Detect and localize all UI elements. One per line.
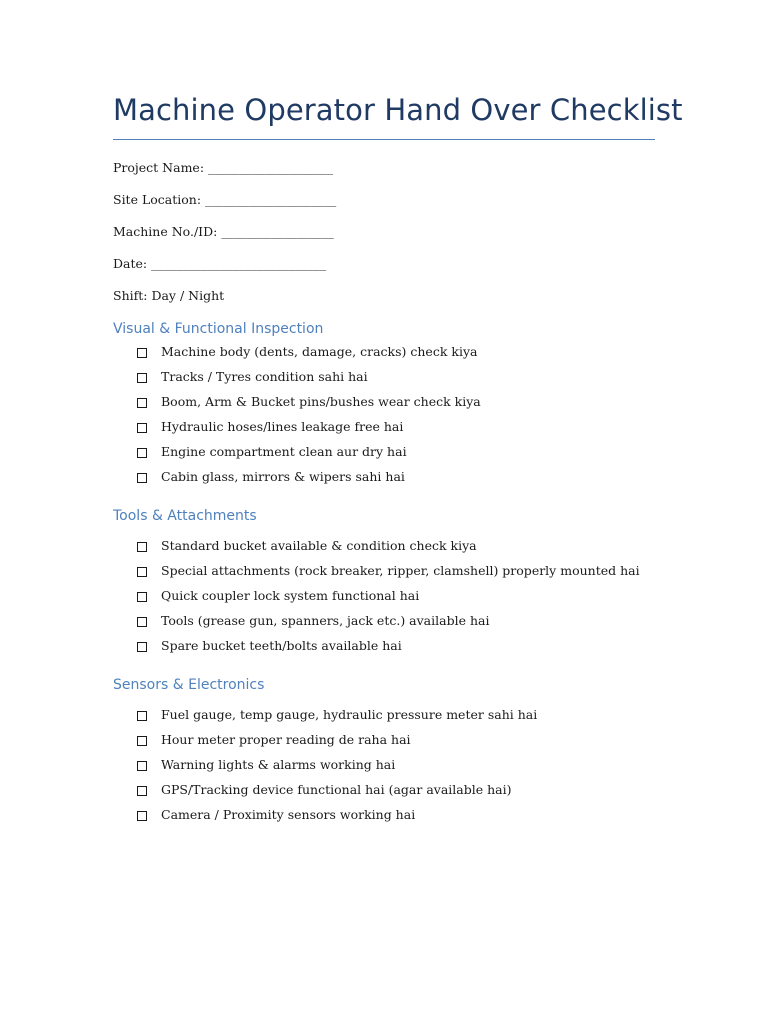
checkbox[interactable] bbox=[137, 373, 147, 383]
shift-field: Shift: Day / Night bbox=[113, 288, 225, 303]
checkbox[interactable] bbox=[137, 642, 147, 652]
checkbox[interactable] bbox=[137, 711, 147, 721]
section-heading-tools-attachments: Tools & Attachments bbox=[113, 508, 257, 524]
checklist-item-label: Spare bucket teeth/bolts available hai bbox=[161, 638, 402, 653]
site-location-field: Site Location: _____________________ bbox=[113, 192, 337, 207]
checkbox[interactable] bbox=[137, 542, 147, 552]
section-heading-sensors-electronics: Sensors & Electronics bbox=[113, 677, 265, 693]
machine-id-field: Machine No./ID: __________________ bbox=[113, 224, 334, 239]
checklist-item-label: Warning lights & alarms working hai bbox=[161, 757, 396, 772]
checkbox[interactable] bbox=[137, 398, 147, 408]
date-field: Date: ____________________________ bbox=[113, 256, 327, 271]
checklist-item-label: Standard bucket available & condition check kiya bbox=[161, 538, 477, 553]
checkbox[interactable] bbox=[137, 592, 147, 602]
checklist-item-label: Machine body (dents, damage, cracks) check kiya bbox=[161, 344, 478, 359]
section-heading-visual-inspection: Visual & Functional Inspection bbox=[113, 321, 324, 337]
checkbox[interactable] bbox=[137, 617, 147, 627]
checkbox[interactable] bbox=[137, 786, 147, 796]
checklist-item-label: Camera / Proximity sensors working hai bbox=[161, 807, 416, 822]
checklist-item-label: Tools (grease gun, spanners, jack etc.) available hai bbox=[161, 613, 490, 628]
checkbox[interactable] bbox=[137, 736, 147, 746]
checklist-item-label: Quick coupler lock system functional hai bbox=[161, 588, 420, 603]
checklist-item-label: Boom, Arm & Bucket pins/bushes wear check kiya bbox=[161, 394, 481, 409]
checkbox[interactable] bbox=[137, 473, 147, 483]
project-name-field: Project Name: ____________________ bbox=[113, 160, 334, 175]
checklist-item-label: Fuel gauge, temp gauge, hydraulic pressure meter sahi hai bbox=[161, 707, 538, 722]
title-underline bbox=[113, 139, 655, 140]
checklist-item-label: Cabin glass, mirrors & wipers sahi hai bbox=[161, 469, 405, 484]
checklist-item-label: Tracks / Tyres condition sahi hai bbox=[161, 369, 368, 384]
checklist-item-label: Engine compartment clean aur dry hai bbox=[161, 444, 407, 459]
checklist-item-label: Hydraulic hoses/lines leakage free hai bbox=[161, 419, 404, 434]
checkbox[interactable] bbox=[137, 761, 147, 771]
checkbox[interactable] bbox=[137, 811, 147, 821]
checklist-item-label: GPS/Tracking device functional hai (agar available hai) bbox=[161, 782, 512, 797]
document-title: Machine Operator Hand Over Checklist bbox=[113, 93, 683, 127]
checkbox[interactable] bbox=[137, 348, 147, 358]
checkbox[interactable] bbox=[137, 567, 147, 577]
checklist-item-label: Special attachments (rock breaker, ripper, clamshell) properly mounted hai bbox=[161, 563, 640, 578]
checklist-item-label: Hour meter proper reading de raha hai bbox=[161, 732, 411, 747]
checkbox[interactable] bbox=[137, 448, 147, 458]
checkbox[interactable] bbox=[137, 423, 147, 433]
